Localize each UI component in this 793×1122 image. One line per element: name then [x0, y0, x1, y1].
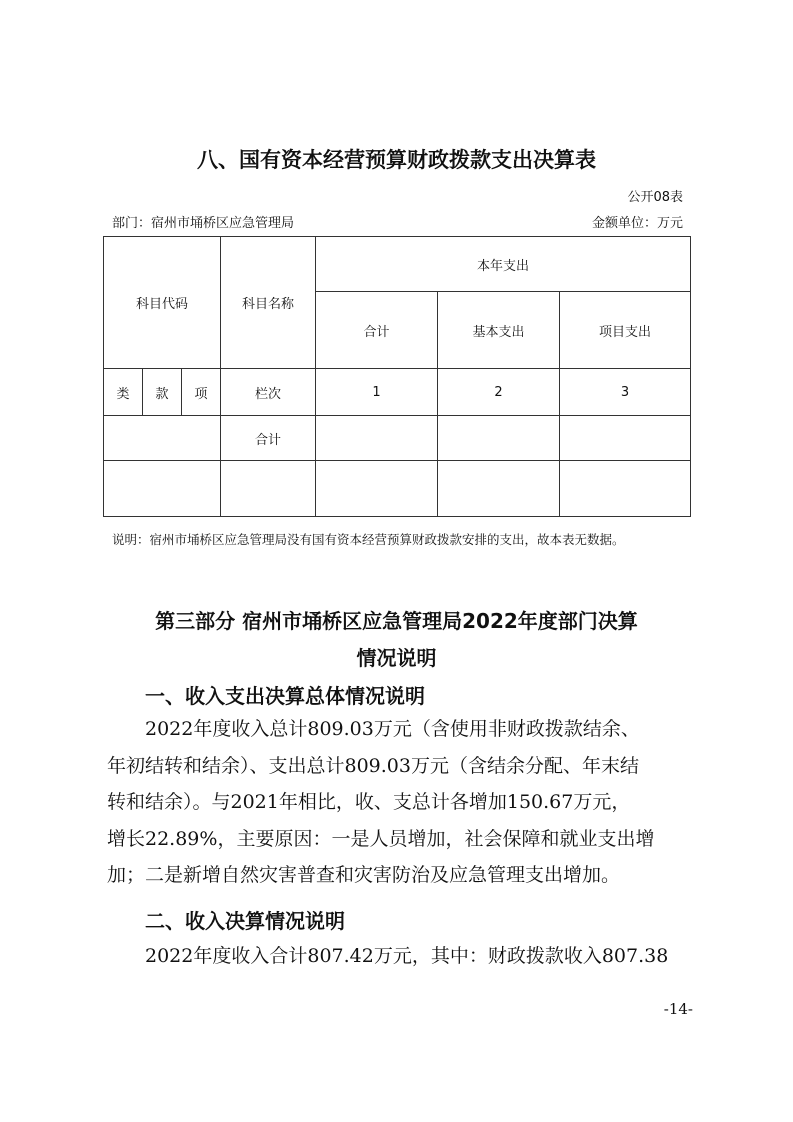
part-three-title: 第三部分 宿州市埇桥区应急管理局2022年度部门决算 [155, 609, 638, 633]
table-note: 说明：宿州市埇桥区应急管理局没有国有资本经营预算财政拨款安排的支出，故本表无数据。 [112, 532, 625, 547]
column-number-1: 1 [316, 369, 438, 416]
table-row [104, 461, 691, 517]
empty-name-cell [221, 461, 316, 517]
header-basic-expense: 基本支出 [438, 292, 560, 369]
header-total: 合计 [316, 292, 438, 369]
paragraph-line: 2022年度收入总计809.03万元（含使用非财政拨款结余、 [145, 718, 640, 740]
paragraph-line: 年初结转和结余）、支出总计809.03万元（含结余分配、年末结 [107, 754, 639, 777]
unit-label: 金额单位：万元 [591, 216, 683, 231]
total-row-total-cell [316, 416, 438, 461]
total-row-label: 合计 [221, 416, 316, 461]
total-row-basic-cell [438, 416, 560, 461]
empty-project-cell [560, 461, 691, 517]
paragraph-line: 增长22.89%，主要原因：一是人员增加，社会保障和就业支出增 [107, 827, 655, 850]
header-column-order: 栏次 [221, 369, 316, 416]
paragraph-line: 2022年度收入合计807.42万元，其中：财政拨款收入807.38 [145, 945, 669, 967]
paragraph-income-expense [107, 711, 689, 894]
table-title: 八、国有资本经营预算财政拨款支出决算表 [197, 147, 596, 172]
page-number: -14- [663, 1000, 693, 1018]
empty-basic-cell [438, 461, 560, 517]
total-row-project-cell [560, 416, 691, 461]
total-row-code-cell [104, 416, 221, 461]
column-number-2: 2 [438, 369, 560, 416]
section-heading-income-expense: 一、收入支出决算总体情况说明 [145, 684, 425, 708]
section-heading-income: 二、收入决算情况说明 [145, 909, 345, 933]
table-index-row [104, 369, 691, 416]
department-label: 部门：宿州市埇桥区应急管理局 [112, 216, 295, 231]
header-class: 类 [104, 369, 143, 416]
empty-total-cell [316, 461, 438, 517]
header-section: 款 [143, 369, 182, 416]
header-subject-name: 科目名称 [221, 237, 316, 369]
table-total-row [104, 416, 691, 461]
table-header-row [104, 237, 691, 292]
header-item: 项 [182, 369, 221, 416]
header-project-expense: 项目支出 [560, 292, 691, 369]
part-three-title-continued: 情况说明 [356, 646, 437, 670]
header-subject-code: 科目代码 [104, 237, 221, 369]
paragraph-line: 加；二是新增自然灾害普查和灾害防治及应急管理支出增加。 [107, 864, 621, 886]
table-code: 公开08表 [627, 190, 683, 205]
empty-code-cell [104, 461, 221, 517]
paragraph-income [107, 938, 689, 975]
header-current-year-expense: 本年支出 [316, 237, 691, 292]
paragraph-line: 转和结余）。与2021年相比，收、支总计各增加150.67万元， [107, 791, 631, 813]
column-number-3: 3 [560, 369, 691, 416]
budget-table [103, 236, 691, 517]
